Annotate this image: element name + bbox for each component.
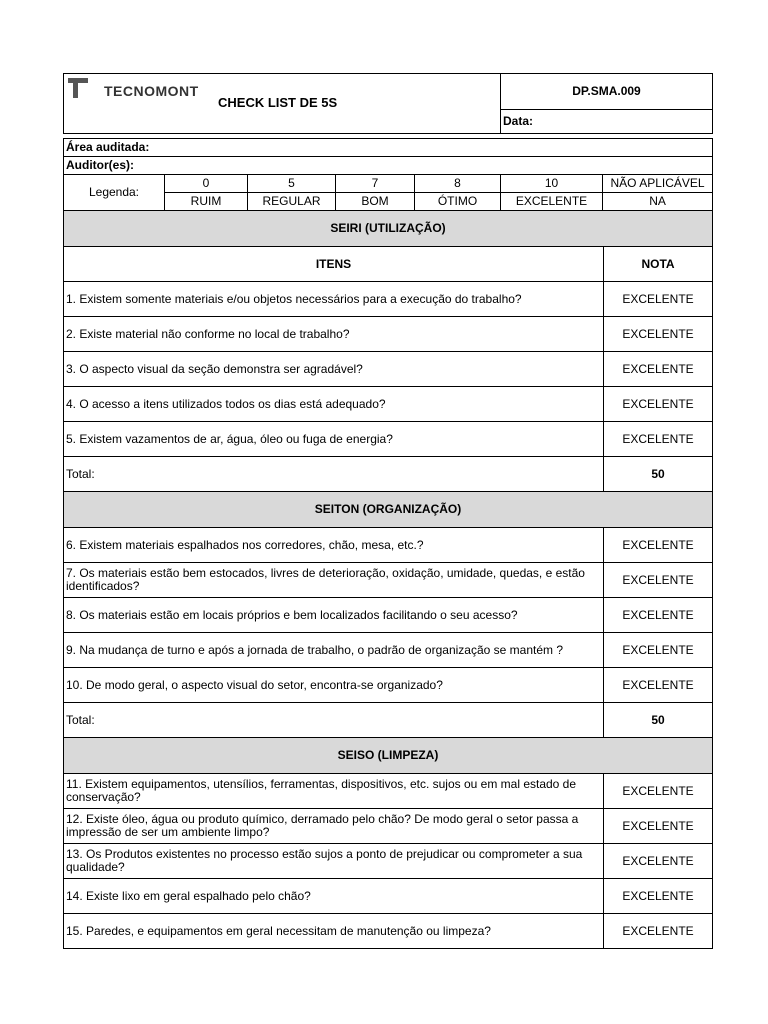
tecnomont-logo-icon xyxy=(67,77,89,99)
date-field[interactable]: Data: xyxy=(501,109,713,133)
score-cell[interactable]: EXCELENTE xyxy=(604,422,713,457)
legend-meaning: RUIM xyxy=(165,193,248,211)
total-value: 50 xyxy=(604,457,713,492)
legend-meaning: NA xyxy=(603,193,713,211)
score-cell[interactable]: EXCELENTE xyxy=(604,774,713,809)
score-cell[interactable]: EXCELENTE xyxy=(604,282,713,317)
question-text: 9. Na mudança de turno e após a jornada de trabalho, o padrão de organização se mantém ? xyxy=(64,633,604,668)
score-cell[interactable]: EXCELENTE xyxy=(604,914,713,949)
score-cell[interactable]: EXCELENTE xyxy=(604,633,713,668)
score-cell[interactable]: EXCELENTE xyxy=(604,528,713,563)
items-header: ITENS xyxy=(64,247,604,282)
total-label: Total: xyxy=(64,457,604,492)
section-title: SEISO (LIMPEZA) xyxy=(64,738,713,774)
legend-score: 10 xyxy=(501,175,603,193)
question-text: 2. Existe material não conforme no local de trabalho? xyxy=(64,317,604,352)
section-title: SEIRI (UTILIZAÇÃO) xyxy=(64,211,713,247)
checklist-table xyxy=(63,210,713,949)
legend-score: 8 xyxy=(415,175,501,193)
question-text: 4. O acesso a itens utilizados todos os dias está adequado? xyxy=(64,387,604,422)
legend-score: 7 xyxy=(336,175,415,193)
auditors-field[interactable]: Auditor(es): xyxy=(64,157,713,175)
score-cell[interactable]: EXCELENTE xyxy=(604,598,713,633)
score-cell[interactable]: EXCELENTE xyxy=(604,352,713,387)
score-cell[interactable]: EXCELENTE xyxy=(604,809,713,844)
legend-score: 5 xyxy=(248,175,336,193)
legend-meaning: ÓTIMO xyxy=(415,193,501,211)
score-cell[interactable]: EXCELENTE xyxy=(604,317,713,352)
question-text: 3. O aspecto visual da seção demonstra ser agradável? xyxy=(64,352,604,387)
question-text: 13. Os Produtos existentes no processo estão sujos a ponto de prejudicar ou comprometer a sua qualidade? xyxy=(64,844,604,879)
question-text: 5. Existem vazamentos de ar, água, óleo ou fuga de energia? xyxy=(64,422,604,457)
section-title: SEITON (ORGANIZAÇÃO) xyxy=(64,492,713,528)
question-text: 11. Existem equipamentos, utensílios, ferramentas, dispositivos, etc. sujos ou em mal estado de conservação? xyxy=(64,774,604,809)
score-cell[interactable]: EXCELENTE xyxy=(604,387,713,422)
legend-label: Legenda: xyxy=(64,175,165,211)
question-text: 1. Existem somente materiais e/ou objetos necessários para a execução do trabalho? xyxy=(64,282,604,317)
question-text: 14. Existe lixo em geral espalhado pelo chão? xyxy=(64,879,604,914)
score-cell[interactable]: EXCELENTE xyxy=(604,844,713,879)
question-text: 15. Paredes, e equipamentos em geral necessitam de manutenção ou limpeza? xyxy=(64,914,604,949)
page-title: CHECK LIST DE 5S xyxy=(218,95,338,110)
score-cell[interactable]: EXCELENTE xyxy=(604,563,713,598)
legend-meaning: REGULAR xyxy=(248,193,336,211)
audit-info-table xyxy=(63,138,713,211)
legend-score: NÃO APLICÁVEL xyxy=(603,175,713,193)
logo-title-cell xyxy=(64,74,501,134)
question-text: 10. De modo geral, o aspecto visual do setor, encontra-se organizado? xyxy=(64,668,604,703)
question-text: 8. Os materiais estão em locais próprios e bem localizados facilitando o seu acesso? xyxy=(64,598,604,633)
score-header: NOTA xyxy=(604,247,713,282)
document-header xyxy=(63,73,713,134)
question-text: 12. Existe óleo, água ou produto químico, derramado pelo chão? De modo geral o setor passa a impressão de ser um ambiente limpo? xyxy=(64,809,604,844)
question-text: 6. Existem materiais espalhados nos corredores, chão, mesa, etc.? xyxy=(64,528,604,563)
question-text: 7. Os materiais estão bem estocados, livres de deterioração, oxidação, umidade, quedas, e estão identificados? xyxy=(64,563,604,598)
total-label: Total: xyxy=(64,703,604,738)
total-value: 50 xyxy=(604,703,713,738)
legend-meaning: EXCELENTE xyxy=(501,193,603,211)
legend-score: 0 xyxy=(165,175,248,193)
score-cell[interactable]: EXCELENTE xyxy=(604,668,713,703)
score-cell[interactable]: EXCELENTE xyxy=(604,879,713,914)
document-code: DP.SMA.009 xyxy=(501,74,713,110)
audited-area-field[interactable]: Área auditada: xyxy=(64,139,713,157)
company-logo-text: TECNOMONT xyxy=(104,83,199,99)
legend-meaning: BOM xyxy=(336,193,415,211)
